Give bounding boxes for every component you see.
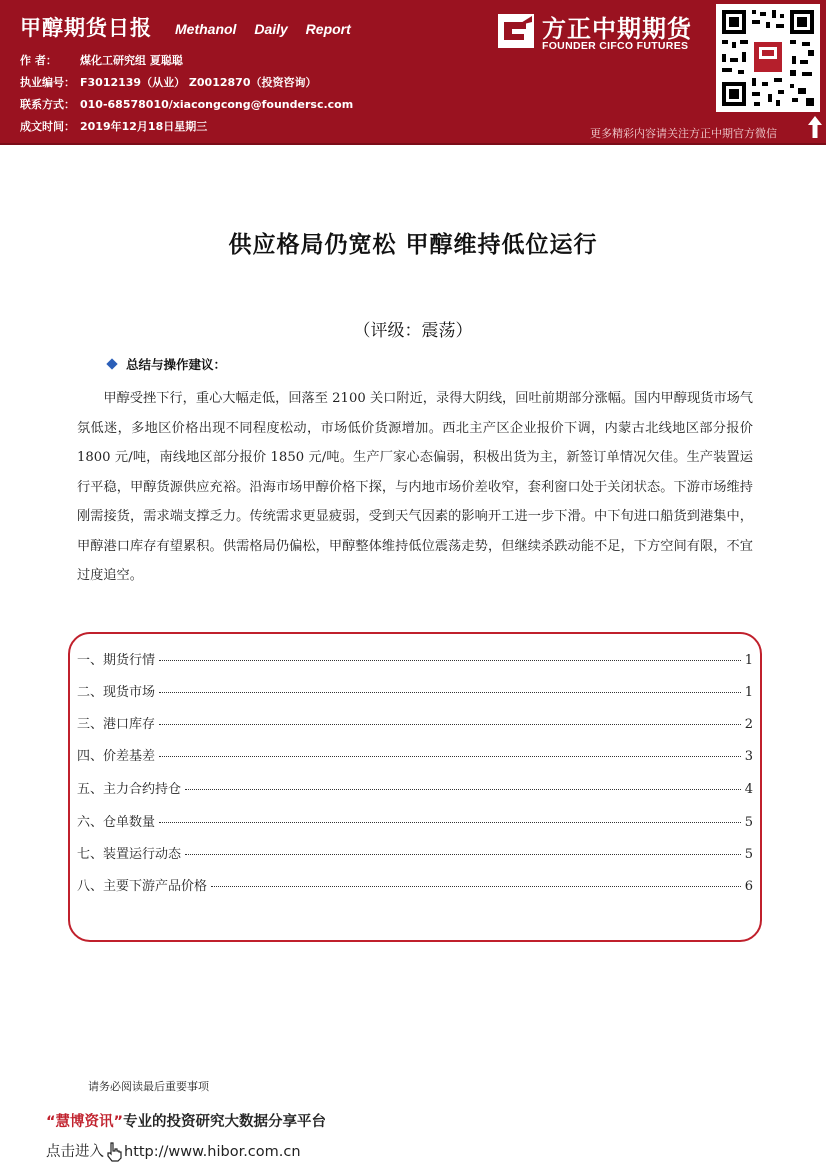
author-label: 作 者：: [20, 54, 57, 67]
toc-leader-dots: [185, 854, 741, 855]
toc-item-label: 六、仓单数量: [77, 815, 156, 830]
toc-leader-dots: [185, 789, 741, 790]
toc-item[interactable]: [77, 875, 753, 895]
license-label: 执业编号：: [20, 76, 75, 89]
platform-slogan-text: 专业的投资研究大数据分享平台: [123, 1114, 327, 1130]
disclaimer-note: 请务必阅读最后重要事项: [88, 1080, 209, 1093]
date-value: 2019年12月18日星期三: [80, 120, 208, 133]
toc-item-page: 3: [744, 749, 753, 764]
toc-item[interactable]: [77, 778, 753, 798]
toc-item-page: 1: [744, 685, 753, 700]
license-value: F3012139（从业） Z0012870（投资咨询）: [80, 76, 317, 89]
toc-item-page: 2: [744, 717, 753, 732]
contact-label: 联系方式：: [20, 98, 75, 111]
bullet-diamond-icon: [106, 358, 117, 369]
author-value: 煤化工研究组 夏聪聪: [80, 54, 183, 67]
toc-item-page: 1: [744, 653, 753, 668]
toc-item-page: 6: [744, 879, 753, 894]
author-line: [20, 52, 183, 68]
toc-leader-dots: [159, 724, 741, 725]
toc-item[interactable]: [77, 649, 753, 669]
toc-item-label: 一、期货行情: [77, 653, 156, 668]
wechat-follow-hint: 更多精彩内容请关注方正中期官方微信: [590, 127, 777, 140]
toc-item-label: 八、主要下游产品价格: [77, 879, 208, 894]
toc-leader-dots: [159, 756, 741, 757]
date-line: [20, 118, 207, 134]
toc-leader-dots: [211, 886, 741, 887]
report-series-title: 甲醇期货日报: [20, 16, 152, 40]
company-name-cn: 方正中期期货: [542, 15, 692, 43]
arrow-up-icon: [808, 116, 822, 138]
toc-item-label: 七、装置运行动态: [77, 847, 182, 862]
toc-leader-dots: [159, 660, 741, 661]
summary-paragraph: 甲醇受挫下行，重心大幅走低，回落至 2100 关口附近，录得大阴线，回吐前期部分涨幅。国内甲醇现货市场气氛低迷，多地区价格出现不同程度松动，市场低价货源增加。西北主产区企业报价下调，内蒙古北线地区部分报价 1800 元/吨，南线地区部分报价 1850 元/吨。生产厂家心态偏弱，积极出货为主，新签订单情况欠佳。生产装置运行平稳，甲醇货源供应充裕。沿海市场甲醇价格下探，与内地市场价差收窄，套利窗口处于关闭状态。下游市场维持刚需接货，需求端支撑乏力。传统需求更显疲弱，受到天气因素的影响开工进一步下滑。中下旬进口船货到港集中，甲醇港口库存有望累积。供需格局仍偏松，甲醇整体维持低位震荡走势，但继续杀跌动能不足，下方空间有限，不宜过度追空。: [77, 391, 753, 583]
toc-item[interactable]: [77, 745, 753, 765]
license-line: [20, 74, 316, 90]
hand-cursor-icon: [106, 1142, 122, 1162]
toc-item-label: 二、现货市场: [77, 685, 156, 700]
toc-item[interactable]: [77, 681, 753, 701]
platform-link-line: [46, 1140, 301, 1162]
date-label: 成文时间：: [20, 120, 75, 133]
contact-line: [20, 96, 353, 112]
company-name-en: FOUNDER CIFCO FUTURES: [542, 40, 689, 52]
platform-slogan: [46, 1110, 326, 1131]
toc-item[interactable]: [77, 843, 753, 863]
link-prefix: 点击进入: [46, 1144, 104, 1160]
toc-item[interactable]: [77, 811, 753, 831]
wechat-qr-code-icon[interactable]: [716, 4, 820, 112]
toc-item-page: 5: [744, 847, 753, 862]
contact-value[interactable]: 010-68578010/xiacongcong@foundersc.com: [80, 98, 354, 111]
report-series-title-en: Methanol Daily Report: [175, 21, 351, 37]
founder-logo-icon: [496, 12, 536, 50]
platform-brand: “慧博资讯”: [46, 1114, 124, 1130]
toc-leader-dots: [159, 822, 741, 823]
toc-item-label: 四、价差基差: [77, 749, 156, 764]
summary-heading-text: 总结与操作建议：: [126, 357, 227, 372]
toc-item[interactable]: [77, 713, 753, 733]
toc-item-page: 5: [744, 815, 753, 830]
rating: （评级：震荡）: [353, 321, 473, 341]
banner-divider: [0, 143, 826, 145]
summary-heading: [108, 355, 226, 373]
platform-url-link[interactable]: http://www.hibor.com.cn: [124, 1144, 301, 1160]
toc-leader-dots: [159, 692, 741, 693]
toc-item-label: 三、港口库存: [77, 717, 156, 732]
toc-item-page: 4: [744, 782, 753, 797]
report-title: 供应格局仍宽松 甲醇维持低位运行: [228, 232, 598, 258]
toc-item-label: 五、主力合约持仓: [77, 782, 182, 797]
